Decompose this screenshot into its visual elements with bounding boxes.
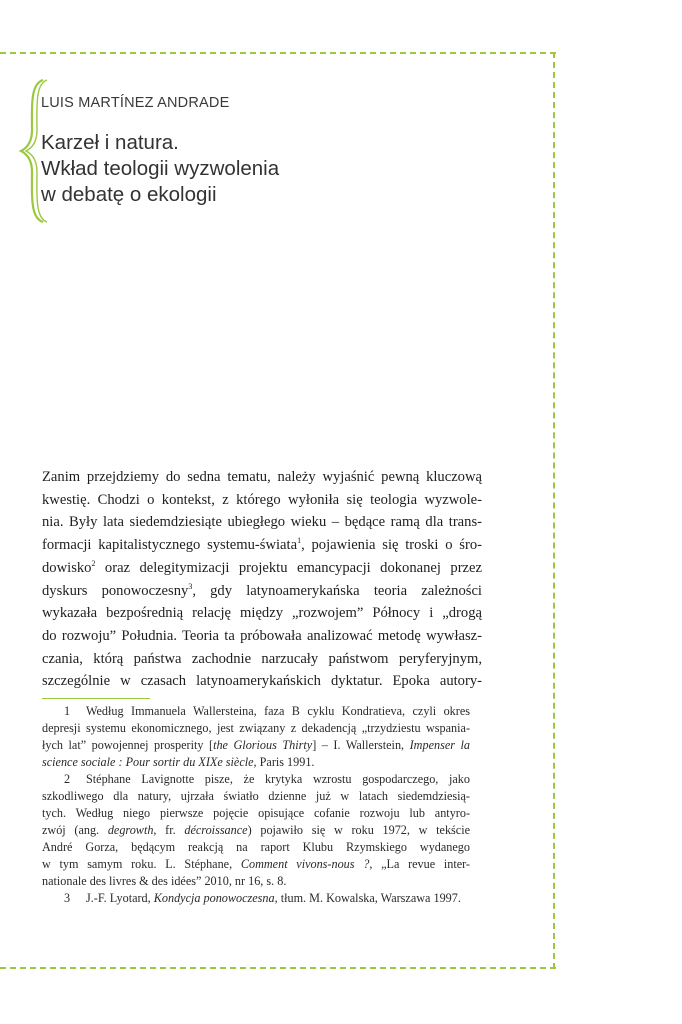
body-text-segment: , pojawienia się troski o śro- [301, 537, 482, 554]
footnote-text: ] – I. Wallerstein, [312, 738, 410, 752]
body-text-segment: dyskurs ponowoczesny [42, 582, 189, 599]
body-line: kwestię. Chodzi o kontekst, z którego wyłoniła się teologia wyzwole- [42, 491, 482, 508]
footnote-marker[interactable]: 1 [297, 536, 302, 546]
body-line: wykazała bezpośrednią relację między „rozwojem” Północy i „drogą [42, 605, 482, 622]
body-line [42, 534, 482, 557]
title-line: Wkład teologii wyzwolenia [41, 157, 280, 180]
footnote-text: zwój (ang. [42, 823, 108, 837]
footnote-text: Stéphane Lavignotte pisze, że krytyka wzrostu gospodarczego, jako [86, 772, 470, 786]
body-line [42, 557, 482, 580]
footnote-italic: Comment vivons-nous ? [240, 857, 370, 871]
footnote-line [42, 737, 470, 754]
article-title [41, 130, 279, 208]
footnote-italic: degrowth [107, 823, 154, 837]
dashed-frame-top [0, 52, 556, 54]
footnote-line [42, 703, 470, 720]
body-line: nia. Były lata siedemdziesiąte ubiegłego wieku – będące ramą dla trans- [42, 514, 482, 531]
body-line: szczególnie w czasach latynoamerykańskich dyktatur. Epoka autory- [42, 673, 482, 690]
footnote-italic: décroissance [184, 823, 248, 837]
footnote-text: ) pojawiło się w roku 1972, w tekście [247, 823, 470, 837]
footnote-marker[interactable]: 2 [91, 558, 96, 568]
footnote-number: 2 [64, 772, 71, 786]
footnote-text: , „La revue inter- [369, 857, 470, 871]
footnote-text: J.-F. Lyotard, [86, 891, 154, 905]
footnote-text: Według Immanuela Wallersteina, faza B cyklu Kondratieva, czyli okres [86, 704, 470, 718]
dashed-frame-right [553, 52, 555, 969]
footnote-number: 3 [64, 891, 71, 905]
footnotes [42, 703, 470, 907]
dashed-frame-bottom [0, 967, 556, 969]
footnote-line: szkodliwego dla natury, ujrzała światło dzienne już w latach siedemdziesią- [42, 789, 470, 803]
footnote-3 [42, 890, 470, 907]
body-line: czania, którą państwa zachodnie narzucały państwom peryferyjnym, [42, 650, 482, 667]
footnote-text: , Paris 1991. [253, 755, 315, 769]
footnote-line: André Gorza, będącym reakcją na raport Klubu Rzymskiego wydanego [42, 840, 470, 854]
footnote-text: , fr. [153, 823, 185, 837]
body-line: do rozwoju” Południa. Teoria ta próbowała analizować metodę wywłasz- [42, 627, 482, 644]
footnote-line [42, 890, 470, 907]
footnote-line [42, 822, 470, 839]
footnote-line: nationale des livres & des idées” 2010, nr 16, s. 8. [42, 874, 287, 888]
body-paragraph [42, 466, 482, 693]
footnote-line [42, 771, 470, 788]
body-text-segment: formacji kapitalistycznego systemu-świata [42, 537, 298, 554]
footnote-italic: Kondycja ponowoczesna [153, 891, 275, 905]
title-line: w debatę o ekologii [41, 183, 217, 206]
footnote-1 [42, 703, 470, 771]
footnote-line [42, 754, 470, 771]
footnote-number: 1 [64, 704, 71, 718]
footnote-text: w tym samym roku. L. Stéphane, [42, 857, 241, 871]
footnote-text: łych lat” powojennej prosperity [ [42, 738, 214, 752]
author-name: LUIS MARTÍNEZ ANDRADE [41, 95, 230, 111]
footnote-marker[interactable]: 3 [188, 581, 193, 591]
body-text-segment: dowisko [42, 559, 92, 576]
body-line: Zanim przejdziemy do sedna tematu, należy wyjaśnić pewną kluczową [42, 469, 482, 485]
body-line [42, 580, 482, 603]
body-text-segment: oraz delegitymizacji projektu emancypacji dokonanej przez [95, 559, 482, 576]
footnote-italic: Impenser la [409, 738, 470, 752]
body-text-segment: , gdy latynoamerykańska teoria zależności [192, 582, 482, 599]
footnote-line: depresji systemu ekonomicznego, jest związany z dekadencją „trzydziestu wspania- [42, 721, 470, 735]
footnote-2 [42, 771, 470, 890]
footnote-italic: the Glorious Thirty [213, 738, 313, 752]
title-line: Karzeł i natura. [41, 131, 179, 154]
footnote-italic: science sociale : Pour sortir du XIXe siècle [42, 755, 254, 769]
footnote-line: tych. Według niego pierwsze pojęcie opisujące cofanie rozwoju lub antyro- [42, 806, 470, 820]
footnote-separator [42, 698, 150, 699]
footnote-text: , tłum. M. Kowalska, Warszawa 1997. [274, 891, 461, 905]
footnote-line [42, 856, 470, 873]
